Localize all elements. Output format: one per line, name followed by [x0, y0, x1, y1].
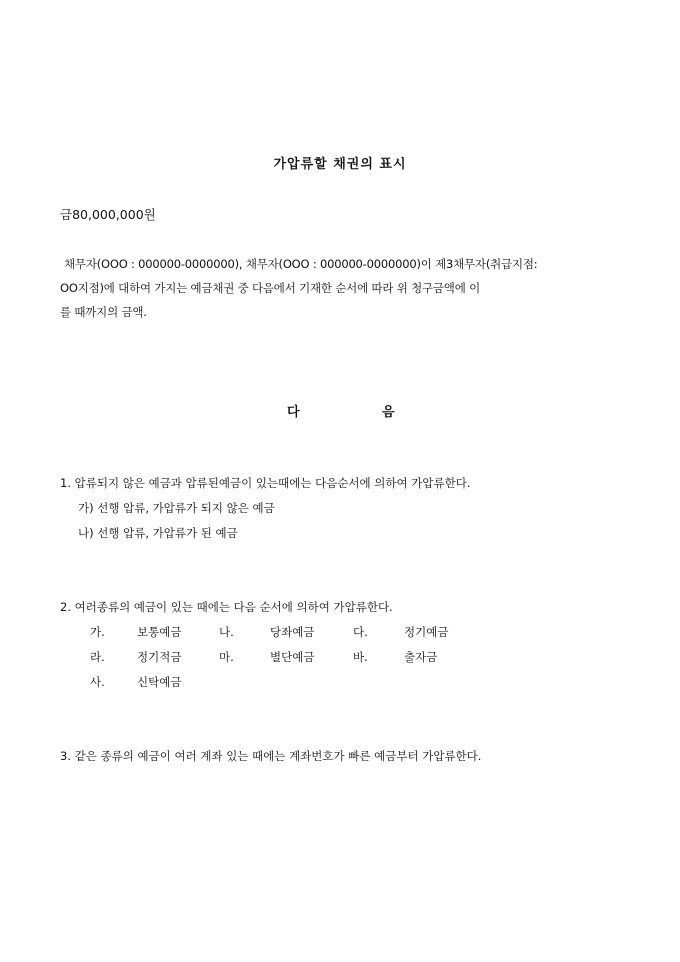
deposit-mark: 라. — [90, 650, 105, 664]
item-3: 3. 같은 종류의 예금이 여러 계좌 있는 때에는 계좌번호가 빠른 예금부터 가압류한다. — [60, 749, 482, 763]
deposit-name: 당좌예금 — [270, 625, 315, 639]
item-1: 1. 압류되지 않은 예금과 압류된예금이 있는때에는 다음순서에 의하여 가압류한다. — [60, 476, 471, 490]
deposit-mark: 사. — [90, 675, 105, 689]
deposit-name: 출자금 — [404, 650, 438, 664]
deposit-name: 정기예금 — [404, 625, 449, 639]
heading-eum: 음 — [382, 405, 395, 420]
heading-da: 다 — [287, 405, 300, 420]
deposit-name: 보통예금 — [137, 625, 182, 639]
claim-amount: 금80,000,000원 — [60, 207, 156, 222]
deposit-mark: 나. — [219, 625, 234, 639]
deposit-name: 별단예금 — [270, 650, 315, 664]
item-1-sub-a: 가) 선행 압류, 가압류가 되지 않은 예금 — [78, 501, 275, 515]
deposit-mark: 다. — [353, 625, 368, 639]
deposit-mark: 바. — [353, 650, 368, 664]
description-line-1: 채무자(OOO : 000000-0000000), 채무자(OOO : 000000-0000000)이 제3채무자(취급지점: — [64, 257, 538, 271]
description-line-2: OO지점)에 대하여 가지는 예금채권 중 다음에서 기재한 순서에 따라 위 청구금액에 이 — [60, 281, 480, 295]
deposit-mark: 가. — [90, 625, 105, 639]
document-title: 가압류할 채권의 표시 — [273, 157, 407, 172]
deposit-name: 신탁예금 — [137, 675, 182, 689]
item-1-sub-b: 나) 선행 압류, 가압류가 된 예금 — [78, 526, 238, 540]
item-2: 2. 여러종류의 예금이 있는 때에는 다음 순서에 의하여 가압류한다. — [60, 600, 393, 614]
deposit-mark: 마. — [219, 650, 234, 664]
description-line-3: 를 때까지의 금액. — [60, 305, 147, 319]
deposit-name: 정기적금 — [137, 650, 182, 664]
